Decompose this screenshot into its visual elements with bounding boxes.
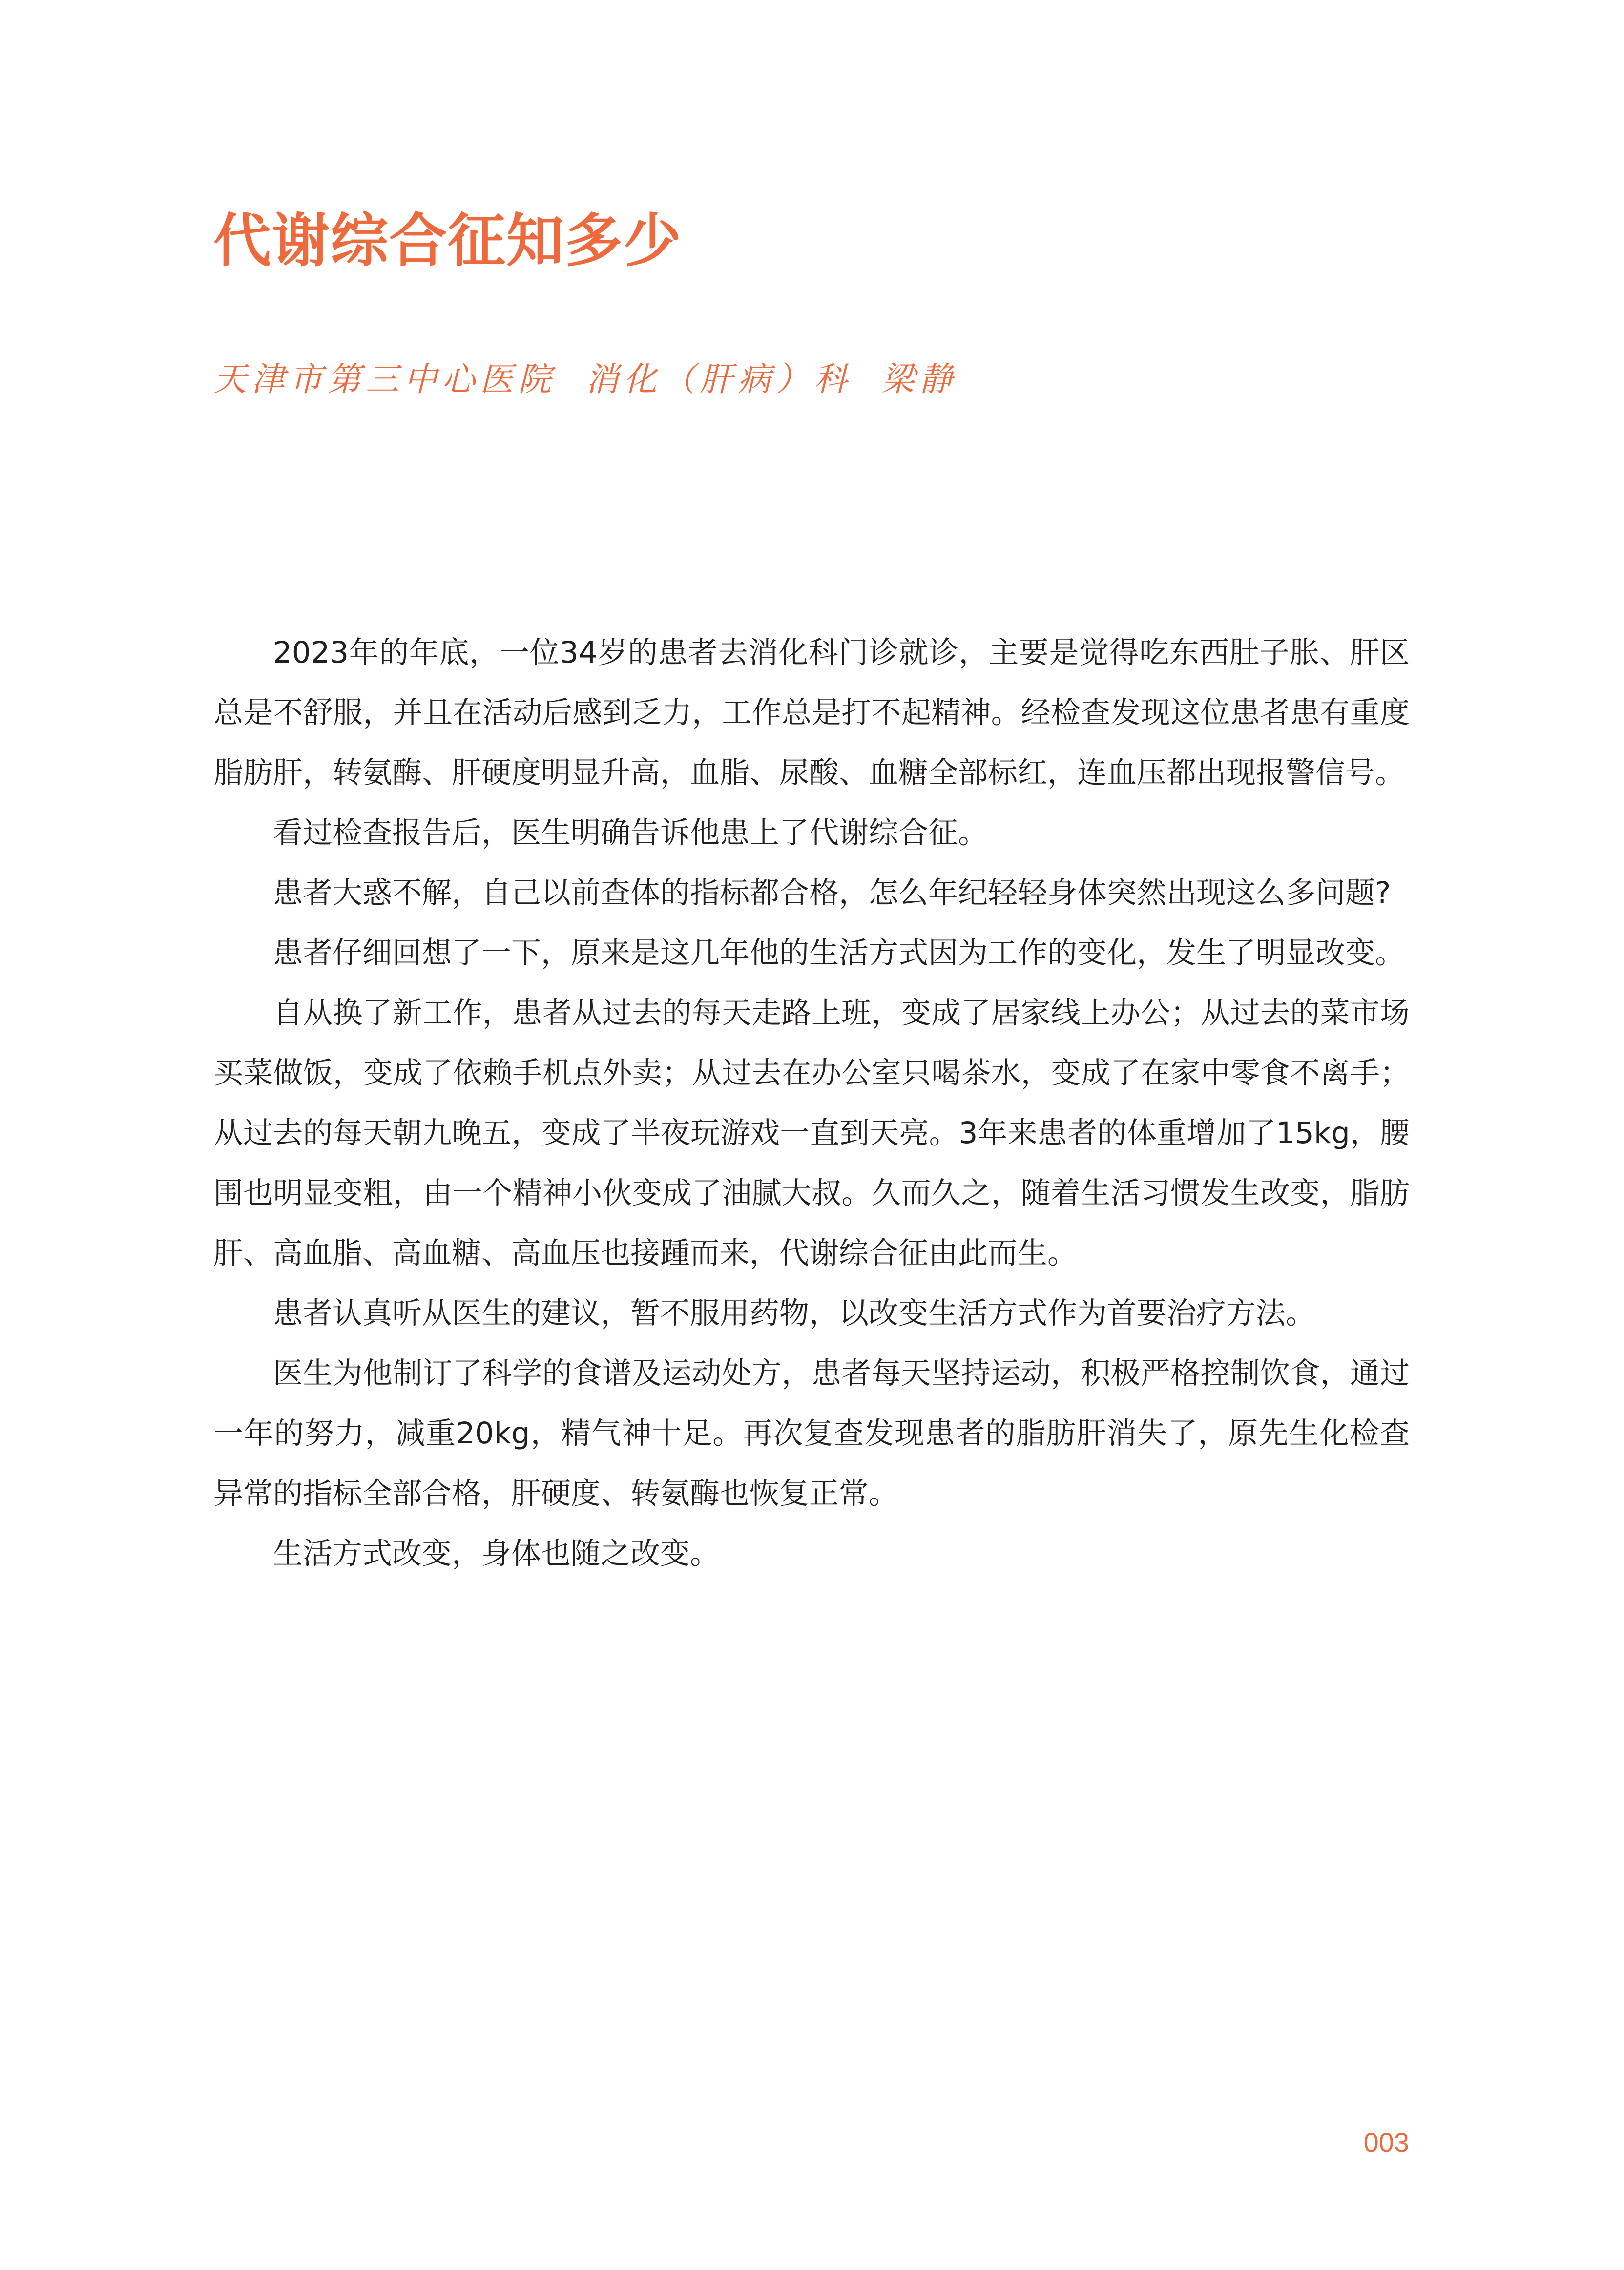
body-paragraph: 自从换了新工作，患者从过去的每天走路上班，变成了居家线上办公；从过去的菜市场买菜做饭，变成了依赖手机点外卖；从过去在办公室只喝茶水，变成了在家中零食不离手；从过去的每天朝九晚五，变成了半夜玩游戏一直到天亮。3年来患者的体重增加了15kg，腰围也明显变粗，由一个精神小伙变成了油腻大叔。久而久之，随着生活习惯发生改变，脂肪肝、高血脂、高血糖、高血压也接踵而来，代谢综合征由此而生。 xyxy=(213,996,1410,1270)
body-paragraph: 生活方式改变，身体也随之改变。 xyxy=(273,1536,720,1571)
article-title: 代谢综合征知多少 xyxy=(213,207,683,274)
body-paragraph: 患者认真听从医生的建议，暂不服用药物，以改变生活方式作为首要治疗方法。 xyxy=(273,1296,1316,1331)
body-paragraph: 看过检查报告后，医生明确告诉他患上了代谢综合征。 xyxy=(273,815,988,850)
body-paragraph: 2023年的年底，一位34岁的患者去消化科门诊就诊，主要是觉得吃东西肚子胀、肝区总是不舒服，并且在活动后感到乏力，工作总是打不起精神。经检查发现这位患者患有重度脂肪肝，转氨酶、肝硬度明显升高，血脂、尿酸、血糖全部标红，连血压都出现报警信号。 xyxy=(213,635,1410,790)
byline-hospital: 天津市第三中心医院 xyxy=(213,360,557,399)
byline-author: 梁静 xyxy=(881,360,958,399)
article-body xyxy=(213,623,1410,1583)
body-paragraph: 患者仔细回想了一下，原来是这几年他的生活方式因为工作的变化，发生了明显改变。 xyxy=(273,936,1405,970)
author-byline xyxy=(213,355,958,404)
page-number: 003 xyxy=(1363,2127,1409,2158)
byline-department: 消化（肝病）科 xyxy=(585,360,853,399)
body-paragraph: 医生为他制订了科学的食谱及运动处方，患者每天坚持运动，积极严格控制饮食，通过一年的努力，减重20kg，精气神十足。再次复查发现患者的脂肪肝消失了，原先生化检查异常的指标全部合格，肝硬度、转氨酶也恢复正常。 xyxy=(213,1356,1410,1511)
body-paragraph: 患者大惑不解，自己以前查体的指标都合格，怎么年纪轻轻身体突然出现这么多问题? xyxy=(273,875,1391,910)
